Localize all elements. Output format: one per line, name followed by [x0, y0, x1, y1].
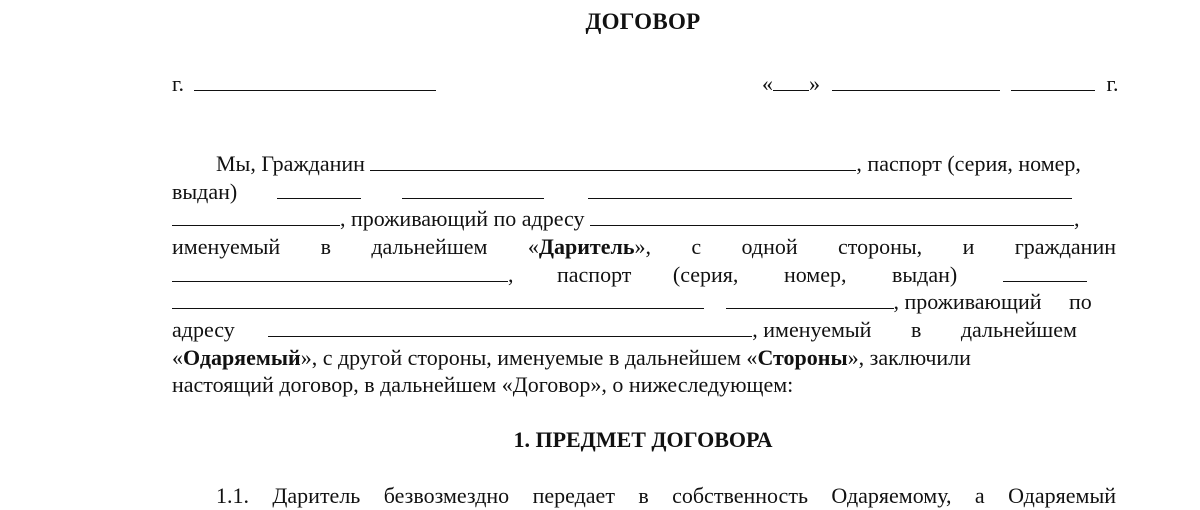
address-word: адресу	[172, 317, 235, 342]
address-label-1: , проживающий по адресу	[340, 206, 585, 231]
year-suffix: г.	[1106, 71, 1119, 96]
word-side: стороны,	[838, 234, 923, 259]
section-1-heading: 1. ПРЕДМЕТ ДОГОВОРА	[513, 427, 773, 452]
month-blank[interactable]	[832, 70, 1000, 91]
date-open-quote: «	[762, 71, 773, 96]
word-and: и	[962, 234, 975, 259]
passport-number-blank-2[interactable]	[172, 288, 704, 309]
city-line	[172, 70, 436, 98]
passport-series-blank-1[interactable]	[277, 178, 361, 199]
passport-issued-blank-2[interactable]	[726, 288, 894, 309]
issued-word-2: выдан)	[891, 262, 958, 287]
donor-address-blank[interactable]	[590, 205, 1074, 226]
donor-close-quote: »,	[634, 234, 651, 259]
preamble-line-6	[172, 288, 1116, 316]
donor-name-blank[interactable]	[370, 150, 856, 171]
named-further: дальнейшем	[960, 317, 1077, 342]
year-blank[interactable]	[1011, 70, 1095, 91]
comma-2: ,	[508, 262, 514, 287]
donee-label: Одаряемый	[183, 345, 301, 370]
passport-number-blank-1[interactable]	[402, 178, 544, 199]
preamble-line-8	[172, 344, 1116, 372]
address-by-word: по	[1068, 289, 1092, 314]
named-in: в	[910, 317, 922, 342]
preamble-intro: Мы, Гражданин	[216, 151, 365, 176]
passport-label-1: , паспорт (серия, номер,	[856, 151, 1081, 176]
number-word-2: номер,	[783, 262, 847, 287]
word-named: именуемый	[172, 234, 281, 259]
donee-rest-text: », с другой стороны, именуемые в дальнейшем «	[300, 345, 758, 370]
series-word-2: (серия,	[672, 262, 739, 287]
preamble-line-1	[172, 150, 1116, 178]
parties-rest-text: », заключили	[847, 345, 971, 370]
preamble-line-5	[172, 261, 1116, 289]
passport-issued-blank-1[interactable]	[588, 178, 1072, 199]
passport-series-blank-2[interactable]	[1003, 261, 1087, 282]
city-blank[interactable]	[194, 70, 436, 91]
issued-label-1: выдан)	[172, 179, 238, 204]
donee-address-blank[interactable]	[268, 316, 752, 337]
donor-label: Даритель	[538, 234, 635, 259]
donor-term	[528, 234, 651, 259]
word-citizen: гражданин	[1014, 234, 1117, 259]
preamble-final-text: настоящий договор, в дальнейшем «Договор», о нижеследующем:	[172, 372, 794, 397]
word-in: в	[320, 234, 331, 259]
city-prefix: г.	[172, 71, 185, 96]
preamble-line-9	[172, 371, 1116, 399]
word-one: одной	[741, 234, 798, 259]
passport-issued-cont-blank-1[interactable]	[172, 205, 340, 226]
comma-1: ,	[1074, 206, 1080, 231]
word-with: с	[691, 234, 702, 259]
passport-word-2: паспорт	[557, 262, 632, 287]
address-label-2: , проживающий	[893, 289, 1042, 314]
preamble-line-2	[172, 178, 1116, 206]
date-line	[762, 70, 1119, 98]
preamble-line-7	[172, 316, 1116, 344]
date-close-quote: »	[809, 71, 820, 96]
named-label: , именуемый	[752, 317, 872, 342]
day-blank[interactable]	[773, 70, 809, 91]
preamble-line-3	[172, 205, 1116, 233]
donor-open-quote: «	[527, 234, 539, 259]
donee-open-quote: «	[172, 345, 183, 370]
word-further: дальнейшем	[371, 234, 488, 259]
clause-1-1: 1.1. Даритель безвозмездно передает в собственность Одаряемому, а Одаряемый	[216, 483, 1116, 508]
donee-name-blank[interactable]	[172, 261, 508, 282]
parties-label: Стороны	[757, 345, 848, 370]
document-title: ДОГОВОР	[585, 9, 701, 34]
preamble-line-4	[172, 233, 1116, 261]
